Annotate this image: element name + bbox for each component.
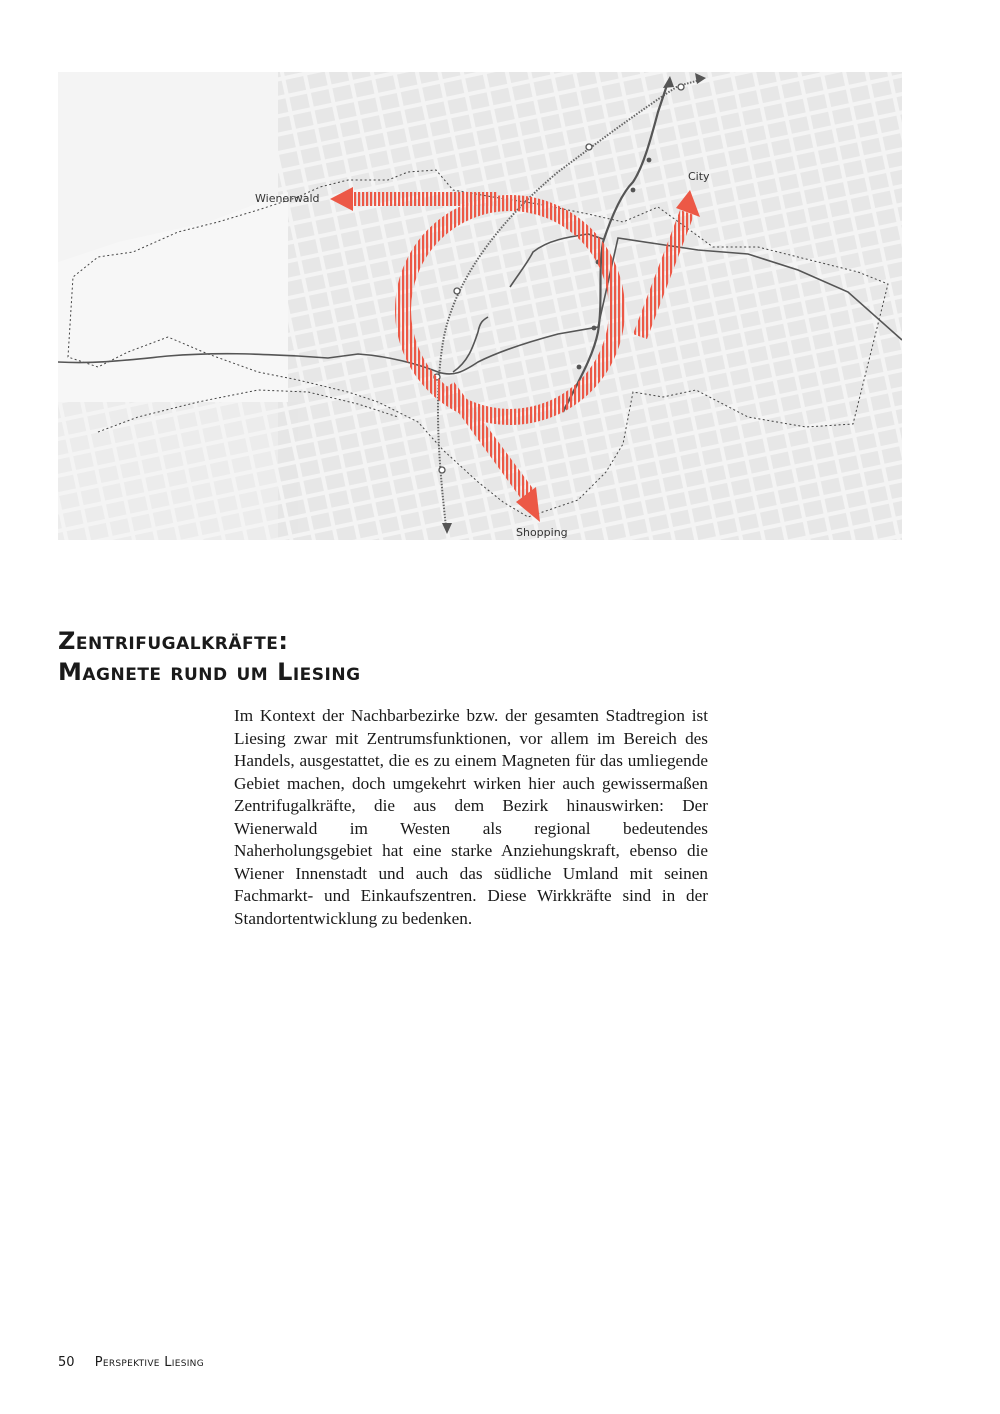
label-city: City xyxy=(688,170,710,183)
page-number: 50 xyxy=(58,1355,75,1370)
running-title: Perspektive Liesing xyxy=(94,1355,204,1370)
map-svg xyxy=(58,72,902,540)
body-paragraph: Im Kontext der Nachbarbezirke bzw. der gesamten Stadtregion ist Liesing zwar mit Zentrumsfunktionen, vor allem im Bereich des Handels, ausgestattet, die es zu einem Magneten für das umliegende Gebiet machen, doch umgekehrt wirken hier auch gewissermaßen Zentrifugalkräfte, die aus dem Bezirk hinauswirken: Der Wienerwald im Westen als regional bedeutendes Naherholungsgebiet hat eine starke Anziehungskraft, ebenso die Wiener Innenstadt und auch das südliche Umland mit seinen Fachmarkt- und Einkaufszentren. Diese Wirkkräfte sind in der Standortentwicklung zu bedenken. xyxy=(234,706,708,928)
map-figure xyxy=(58,72,902,540)
heading-line-2: Magnete rund um Liesing xyxy=(58,658,361,686)
heading-line-1: Zentrifugalkräfte: xyxy=(58,627,289,655)
label-wienerwald: Wienerwald xyxy=(255,192,320,205)
page-heading xyxy=(58,626,361,688)
page-footer xyxy=(58,1355,204,1370)
label-shopping: Shopping xyxy=(516,526,568,539)
